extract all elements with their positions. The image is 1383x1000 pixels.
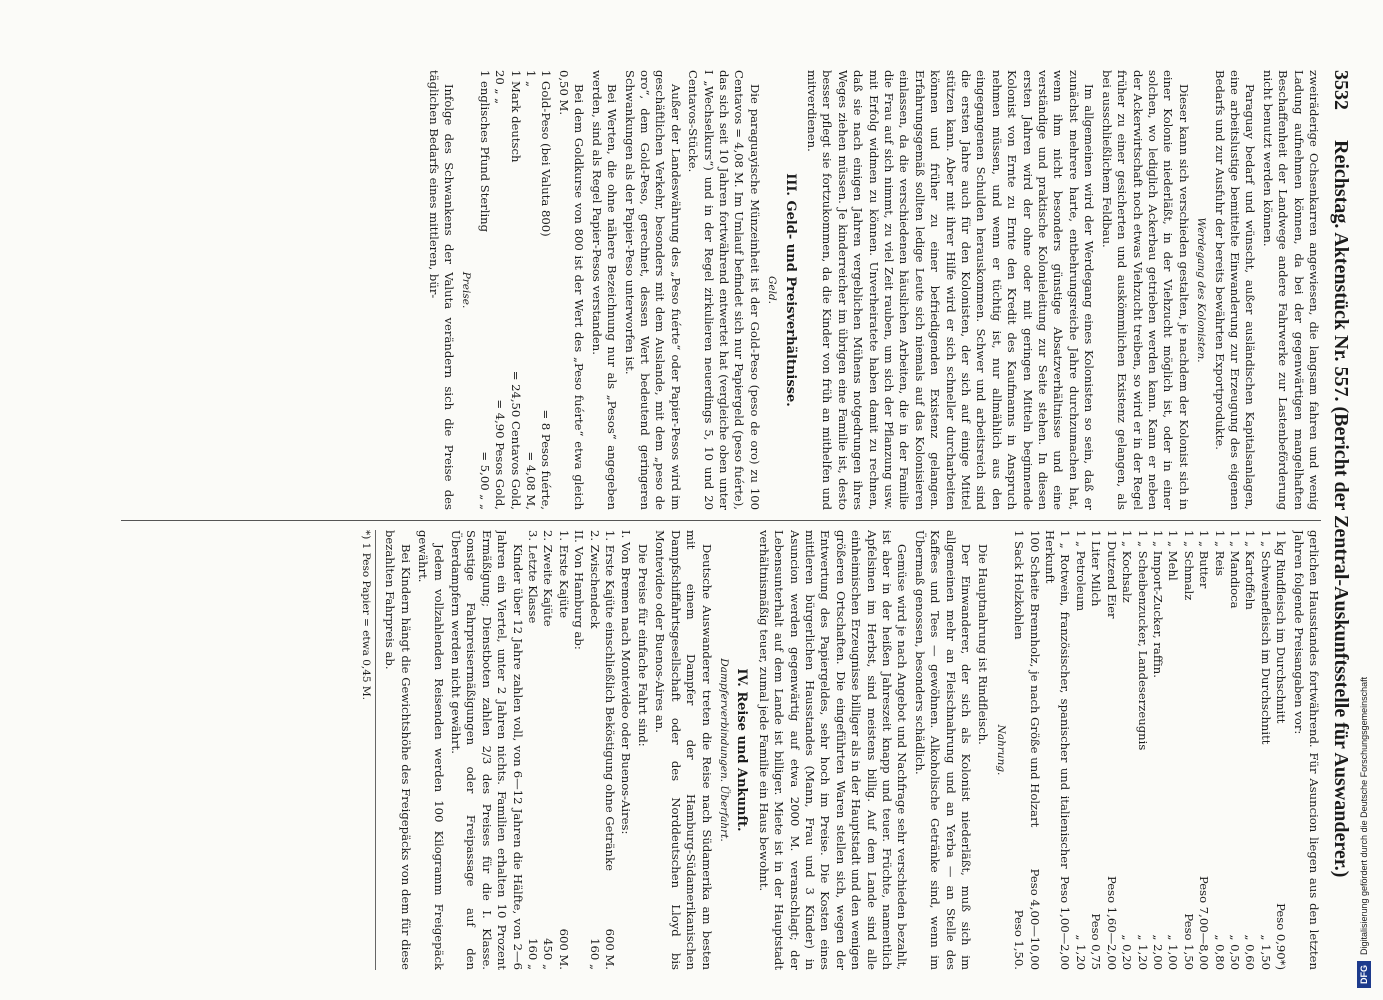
paragraph: Infolge des Schwankens der Valuta verändern sich die Preise des täglichen Bedarfs eines mittleren, bür- <box>426 70 457 510</box>
row-value: „ 1,20 <box>1135 934 1150 970</box>
paragraph: Bei dem Goldkurse von 800 ist der Wert des „Peso fuérte“ etwa gleich 0,50 M. <box>556 70 587 510</box>
row-label: 2. Zweite Kajüte <box>541 530 556 627</box>
fare-table <box>525 530 633 970</box>
row-label: 1 „ Rotwein, französischer, spanischer und italienischer Herkunft <box>1043 530 1073 869</box>
row-value <box>571 922 586 970</box>
table-row <box>586 530 601 970</box>
row-value: Peso 0,75 <box>1089 913 1104 970</box>
table-row <box>1042 530 1073 970</box>
table-row <box>540 530 555 970</box>
credit-text: Digitalisierung gefördert durch die Deutsche Forschungsgemeinschaft <box>1359 676 1369 955</box>
row-value: = 8 Pesos fuérte, <box>539 409 554 510</box>
page-number: 3532 <box>1330 70 1352 110</box>
table-row <box>556 530 571 970</box>
table-row <box>1180 530 1195 970</box>
row-value: 160 „ <box>526 938 541 970</box>
table-row <box>1257 530 1272 970</box>
row-value: = 4,90 Pesos Gold, <box>493 399 508 510</box>
table-row <box>525 530 540 970</box>
paragraph: Gemüse wird je nach Angebot und Nachfrage sehr verschieden bezahlt, ist aber in der heißen Jahreszeit knapp und teuer. Früchte, namentlich Apfelsinen im Herbst, sind meistens billig. Auf dem Lande sind alle einheimischen Erzeugnisse billiger als in der Hauptstadt und den wenigen größeren Ortschaften. Die eingeführten Waren stellen sich, wegen der Entwertung des Papiergeldes, sehr hoch im Preise. Die Kosten eines mittleren bürgerlichen Hausstandes (Mann, Frau und 3 Kinder) in Asuncion werden gegenwärtig auf etwa 2000 M. veranschlagt; der Lebensunterhalt auf dem Lande ist billiger. Miete ist in der Hauptstadt verhältnismäßig teuer, zumal jede Familie ein Haus bewohnt. <box>756 530 910 970</box>
row-value: Peso 1,50. <box>1012 909 1027 970</box>
table-row <box>523 70 538 510</box>
row-value: Peso 1,00—2,00 <box>1058 876 1073 970</box>
row-label: 100 Scheite Brennholz, je nach Größe und Holzart <box>1027 530 1042 828</box>
paragraph: Paraguay bedarf und wünscht, außer ausländischen Kapitalsanlagen, eine arbeitslustige bemittelte Einwanderung zur Erzeugung des eigenen Bedarfs und zur Ausfuhr der bereits bewährten Exportprodukte. <box>1212 70 1258 510</box>
row-value: Peso 1,60—2,00 <box>1104 876 1119 970</box>
row-label: 1 „ Mandioca <box>1227 530 1242 609</box>
table-row <box>1026 530 1041 970</box>
row-label: I. Von Bremen nach Montevideo oder Buenos-Aires: <box>618 530 633 835</box>
subheading: Nahrung. <box>994 724 1007 776</box>
row-label: 1 „ Import-Zucker, raffin. <box>1150 530 1165 678</box>
table-row <box>476 70 491 510</box>
row-label: 20 „ „ <box>493 70 508 105</box>
paragraph: Bei Werten, die ohne nähere Bezeichnung nur als „Pesos“ angegeben werden, sind als Regel Papier-Pesos verstanden. <box>589 70 620 510</box>
table-row <box>538 70 553 510</box>
row-label: 1 kg Rindfleisch im Durchschnitt <box>1274 530 1289 724</box>
row-value: „ 0,20 <box>1120 934 1135 970</box>
section-heading: III. Geld- und Preisverhältnisse. <box>782 173 798 407</box>
table-row <box>507 70 522 510</box>
row-value <box>617 922 632 970</box>
row-value: 450 „ <box>541 938 556 970</box>
row-label: 1 englisches Pfund Sterling <box>477 70 492 233</box>
paragraph: gerlichen Hausstandes fortwährend. Für Asuncion liegen aus den letzten Jahren folgende Preisangaben vor: <box>1291 530 1321 970</box>
right-column <box>121 530 1321 970</box>
row-value: „ 1,20 <box>1073 934 1088 970</box>
table-row <box>1242 530 1257 970</box>
section-heading: IV. Reise und Ankunft. <box>734 668 750 832</box>
table-row <box>1134 530 1149 970</box>
column-divider <box>121 520 1321 521</box>
paragraph: Die Preise für einfache Fahrt sind: <box>635 544 650 747</box>
row-label: 1 „ Butter <box>1197 530 1212 589</box>
table-row <box>1119 530 1134 970</box>
row-value: „ 0,60 <box>1243 934 1258 970</box>
conversion-table <box>476 70 553 510</box>
row-label: 1 Dutzend Eier <box>1104 530 1119 619</box>
table-row <box>1273 530 1288 970</box>
row-value: „ 0,80 <box>1212 934 1227 970</box>
row-label: 1 „ Kartoffeln <box>1243 530 1258 610</box>
row-value: = 5,00 „ „ <box>477 451 492 510</box>
subheading: Dampferverbindungen. Überfahrt. <box>717 658 730 842</box>
row-label: 1 Gold-Peso (bei Valuta 800) <box>539 70 554 237</box>
row-value: 160 „ <box>587 938 602 970</box>
row-value: „ 1,50 <box>1258 934 1273 970</box>
left-column <box>121 70 1321 510</box>
table-row <box>1088 530 1103 970</box>
paragraph: Deutsche Auswanderer treten die Reise nach Südamerika am besten mit einem Dampfer der Hamburg-Südamerikanischen Dampfschiffahrtsgesellschaft oder des Norddeutschen Lloyd bis Montevideo oder Buenos-Aires an. <box>653 530 714 970</box>
price-table <box>1011 530 1288 970</box>
paragraph: Kinder über 12 Jahre zahlen voll, von 6—12 Jahren die Hälfte, von 2—6 Jahren ein Viertel, unter 2 Jahren nichts. Familien erhalten 10 Prozent Ermäßigung; Dienstboten zahlen 2/3 des Preises für die I. Klasse. Sonstige Fahrpreisermäßigungen oder Freipassage auf den Überdampfern werden nicht gewährt. <box>449 530 525 970</box>
paragraph: Bei Kindern hängt die Gewichtshöhe des Freigepäcks von dem für diese bezahlten Fahrpreis ab. <box>383 530 413 970</box>
row-value: „ 0,50 <box>1227 934 1242 970</box>
paragraph: Der Einwanderer, der sich als Kolonist niederläßt, muß sich im allgemeinen mehr an Fleischnahrung und an Yerba — an Stelle des Kaffees und Tees — gewöhnen. Alkoholische Getränke sind, wenn im Übermaß genossen, besonders schädlich. <box>912 530 974 970</box>
table-row <box>1165 530 1180 970</box>
row-label: 1 Sack Holzkohlen <box>1012 530 1027 640</box>
row-value: Peso 7,00—8,00 <box>1197 876 1212 970</box>
dfg-logo: DFG <box>1357 961 1371 988</box>
row-label: 1 „ Reis <box>1212 530 1227 577</box>
table-row <box>571 530 586 970</box>
header-title: Reichstag. Aktenstück Nr. 557. (Bericht der Zentral-Auskunftsstelle für Auswanderer.) <box>1330 140 1352 878</box>
table-row <box>1211 530 1226 970</box>
row-label: 1 „ Scheibenzucker, Landeserzeugnis <box>1135 530 1150 751</box>
row-value: 600 M. <box>556 928 571 970</box>
table-row <box>1196 530 1211 970</box>
digitization-credit <box>1352 8 1376 988</box>
row-label: 3. Letzte Klasse <box>526 530 541 624</box>
row-value: 600 M. <box>603 928 618 970</box>
paragraph: Außer der Landeswährung des „Peso fuérte“ oder Papier-Pesos wird im geschäftlichen Verkehr, besonders mit dem Auslande, mit dem „peso de oro“, dem Gold-Peso, gerechnet, dessen Wert bedeutend geringeren Schwankungen als der Papier-Peso unterworfen ist. <box>622 70 683 510</box>
row-label: 1 „ <box>524 70 539 88</box>
row-value: Peso 1,50 <box>1181 913 1196 970</box>
paragraph: Im allgemeinen wird der Werdegang eines Kolonisten so sein, daß er zunächst mehrere harte, entbehrungsreiche Jahre durchzumachen hat, wenn ihm nicht besonders günstige Absatzverhältnisse und eine verständige und praktische Kolonieleitung zur Seite stehen. In diesen ersten Jahren wird der ohne oder mit geringen Mitteln beginnende Kolonist von Ernte zu Ernte den Kredit des Kaufmanns in Anspruch nehmen müssen, und wenn er tüchtig ist, nur allmählich aus den eingegangenen Schulden herauskommen. Schwer und arbeitsreich sind die ersten Jahre auch für den Kolonisten, der sich auf einige Mittel stützen kann. Aber mit ihrer Hilfe wird er sich schneller durcharbeiten können und früher zu einer befriedigenden Existenz gelangen. Erfahrungsgemäß sollten ledige Leute sich niemals auf das Kolonisieren einlassen, da die verschiedenen häuslichen Arbeiten, die in der Familie die Frau auf sich nimmt, zu viel Zeit rauben, um sich der Pflanzung usw. mit Erfolg widmen zu können. Unverheiratete haben damit zu rechnen, daß sie nach einigen Jahren vergeblichen Mühens notgedrungen ihres Weges ziehen müssen. Je kinderreicher im übrigen eine Familie ist, desto besser pflegt sie fortzukommen, da die Kinder von früh an mithelfen und mitverdienen. <box>805 70 1097 510</box>
subheading: Werdegang des Kolonisten. <box>1195 217 1208 363</box>
row-value: = 24,50 Centavos Gold, <box>508 370 523 510</box>
subheading: Geld. <box>766 275 779 305</box>
paragraph: zweiräderige Ochsenkarren angewiesen, die langsam fahren und wenig Ladung aufnehmen können, da bei der gegenwärtigen mangelhaften Beschaffenheit der Landwege andere Fahrwerke zur Lastenbeförderung nicht benutzt werden können. <box>1260 70 1321 510</box>
row-label: 1 Mark deutsch <box>508 70 523 163</box>
table-row <box>1011 530 1026 970</box>
row-value: „ 1,00 <box>1166 934 1181 970</box>
paragraph: Die paraguayische Münzeinheit ist der Gold-Peso (peso de oro) zu 100 Centavos = 4,08 M. Im Umlauf befindet sich nur Papiergeld (peso fuérte), das sich seit 10 Jahren fortwährend entwertet hat (vergleiche oben unter I „Wechselkurs“) und in der Regel zirkulieren neuerdings 5, 10 und 20 Centavos-Stücke. <box>686 70 762 510</box>
paragraph: Die Hauptnahrung ist Rindfleisch. <box>976 544 991 745</box>
row-label: 1 „ Petroleum <box>1073 530 1088 612</box>
table-row <box>1103 530 1118 970</box>
row-label: 1 „ Kochsalz <box>1120 530 1135 603</box>
table-row <box>1073 530 1088 970</box>
row-label: II. Von Hamburg ab: <box>572 530 587 650</box>
paragraph: Dieser kann sich verschieden gestalten, je nachdem der Kolonist sich in einer Kolonie niederläßt, in der Viehzucht möglich ist, oder in einer solchen, wo lediglich Ackerbau getrieben werden kann. Kann er neben der Ackerwirtschaft noch etwas Viehzucht treiben, so wird er in der Regel früher zu einer gesicherten und auskömmlichen Existenz gelangen, als bei ausschließlichem Feldbau. <box>1099 70 1191 510</box>
row-label: 1 „ Mehl <box>1166 530 1181 581</box>
row-value: Peso 4,00—10,00 <box>1027 868 1042 970</box>
row-label: 1 Liter Milch <box>1089 530 1104 607</box>
footnote: *) 1 Peso Papier = etwa 0,45 M. <box>358 530 376 970</box>
row-label: 1 „ Schmalz <box>1181 530 1196 601</box>
row-value: Peso 0,90*) <box>1274 903 1289 970</box>
row-value: = 4,08 M, <box>524 451 539 510</box>
table-row <box>1150 530 1165 970</box>
row-label: 1. Erste Kajüte <box>556 530 571 619</box>
row-label: 1 „ Schweinefleisch im Durchschnitt <box>1258 530 1273 745</box>
paragraph: Jedem vollzahlenden Reisenden werden 100 Kilogramm Freigepäck gewährt. <box>416 530 446 970</box>
row-value: „ 2,00 <box>1150 934 1165 970</box>
row-label: 1. Erste Kajüte einschließlich Beköstigung ohne Getränke <box>603 530 618 871</box>
row-label: 2. Zwischendeck <box>587 530 602 629</box>
table-row <box>602 530 617 970</box>
subheading: Preise. <box>460 271 473 309</box>
table-row <box>617 530 632 970</box>
table-row <box>492 70 507 510</box>
table-row <box>1227 530 1242 970</box>
